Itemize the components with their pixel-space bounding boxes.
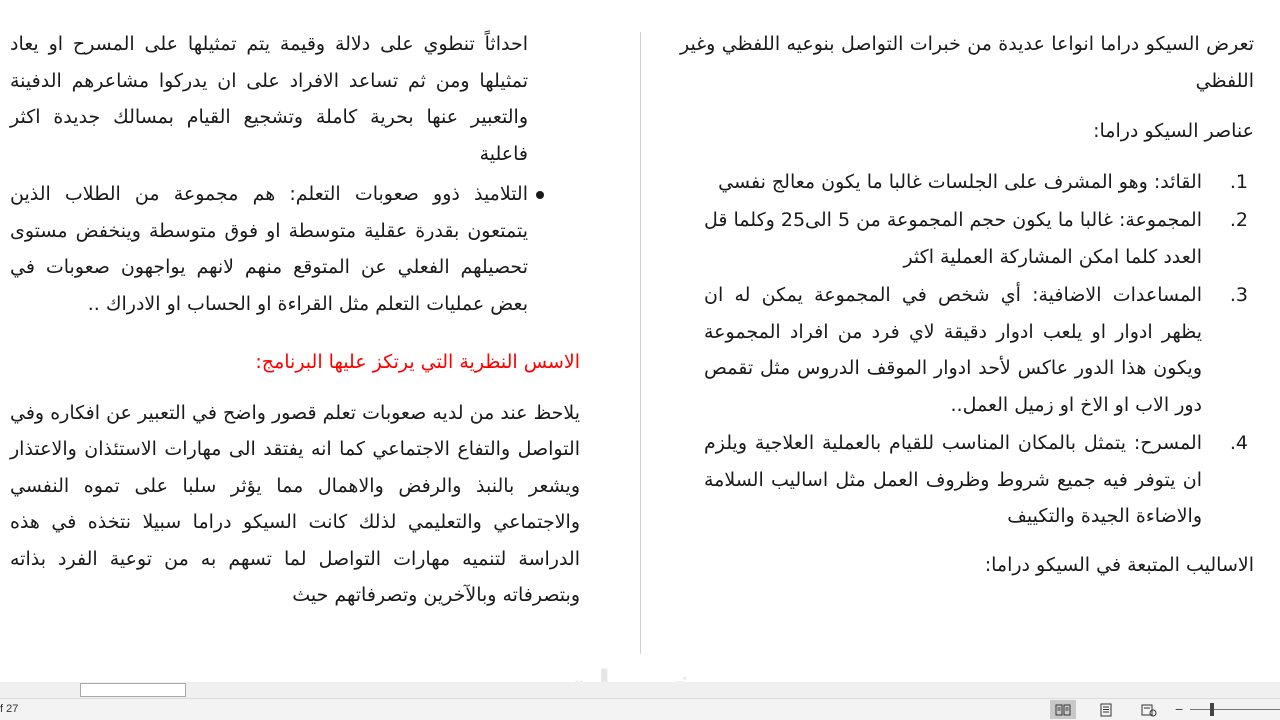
left-column [10, 26, 580, 628]
bullet-icon [536, 191, 544, 199]
elements-list [680, 164, 1254, 535]
horizontal-scrollbar[interactable] [0, 682, 1280, 698]
list-number: .2 [1229, 209, 1248, 231]
read-mode-icon [1055, 704, 1071, 716]
list-item [680, 277, 1254, 423]
bullet-list [10, 176, 580, 322]
list-item-text: المساعدات الاضافية: أي شخص في المجموعة يمكن له ان يظهر ادوار او يلعب ادوار دقيقة لاي فرد من افراد المجموعة ويكون هذا الدور عاكس لأحد ادوار الموقف الدروس مثل تقمص دور الاب او الاخ او زميل العمل.. [704, 284, 1202, 416]
column-divider [640, 32, 641, 654]
right-column [680, 26, 1254, 597]
list-number: .4 [1229, 432, 1248, 454]
elements-title: عناصر السيكو دراما: [1093, 120, 1254, 142]
print-layout-icon [1099, 703, 1113, 717]
list-item [680, 202, 1254, 275]
list-number: .3 [1229, 284, 1248, 306]
status-bar [0, 698, 1280, 720]
list-item [680, 164, 1254, 201]
list-item [10, 176, 580, 322]
section-heading: الاسس النظرية التي يرتكز عليها البرنامج: [255, 351, 580, 373]
zoom-slider-thumb[interactable] [1210, 703, 1214, 716]
continuation-paragraph: احداثاً تنطوي على دلالة وقيمة يتم تمثيلها على المسرح او يعاد تمثيلها ومن ثم تساعد الافراد على ان يدركوا مشاعرهم الدفينة والتعبير عنها بحرية كاملة وتشجيع القيام بمسالك جديدة اكثر فاعلية [10, 33, 528, 165]
print-layout-button[interactable] [1093, 700, 1119, 719]
methods-title: الاساليب المتبعة في السيكو دراما: [984, 553, 1254, 576]
read-mode-button[interactable] [1050, 700, 1076, 719]
list-item-text: المجموعة: غالبا ما يكون حجم المجموعة من 5 الى25 وكلما قل العدد كلما امكن المشاركة العملية اكثر [704, 209, 1202, 268]
body-paragraph: يلاحظ عند من لديه صعوبات تعلم قصور واضح في التعبير عن افكاره وفي التواصل والتفاع الاجتماعي كما انه يفتقد الى مهارات الاستئذان والاعتذار ويشعر بالنبذ والرفض والاهمال مما يؤثر سلبا على تموه النفسي والاجتماعي والتعليمي لذلك كانت السيكو دراما سبيلا نتخذه في هذه الدراسة لتنميه مهارات التواصل لما تسهم به من توعية الفرد بذاته وبتصرفاته وبالآخرين وتصرفاتهم حيث [10, 401, 580, 606]
bullet-text: التلاميذ ذوو صعوبات التعلم: هم مجموعة من الطلاب الذين يتمتعون بقدرة عقلية متوسطة او فوق متوسطة وينخفض مستوى تحصيلهم الفعلي عن المتوقع منهم لانهم يواجهون صعوبات في بعض عمليات التعلم مثل القراءة او الحساب او الادراك .. [10, 183, 528, 315]
list-item [680, 425, 1254, 535]
zoom-slider[interactable] [1190, 709, 1280, 710]
zoom-out-button[interactable]: − [1175, 701, 1184, 717]
page-indicator[interactable]: f 27 [0, 703, 19, 715]
web-layout-icon [1141, 703, 1157, 717]
list-number: .1 [1229, 170, 1248, 193]
scrollbar-thumb[interactable] [80, 683, 186, 697]
intro-paragraph: تعرض السيكو دراما انواعا عديدة من خبرات التواصل بنوعيه اللفظي وغير اللفظي [680, 33, 1254, 92]
list-item-text: المسرح: يتمثل بالمكان المناسب للقيام بالعملية العلاجية ويلزم ان يتوفر فيه جميع شروط وظروف العمل مثل اساليب السلامة والاضاءة الجيدة والتكييف [704, 432, 1202, 527]
web-layout-button[interactable] [1136, 700, 1162, 719]
list-item-text: القائد: وهو المشرف على الجلسات غالبا ما يكون معالج نفسي [718, 170, 1202, 193]
